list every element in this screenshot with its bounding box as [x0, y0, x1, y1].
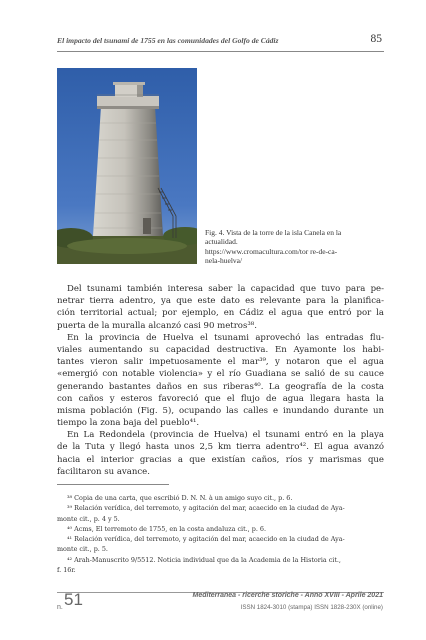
- page-number: 85: [370, 33, 382, 45]
- body-line: puerta de la muralla alcanzó casi 90 metros³⁸.: [57, 320, 257, 331]
- journal-title: Mediterranea - ricerche storiche - Anno XVIII - Aprile 2021: [192, 592, 383, 599]
- caption-line: actualidad.: [205, 237, 238, 247]
- body-line: «emergió con notable violencia» y el río Guadiana se salió de su cauce: [57, 369, 384, 380]
- body-line: facilitaron su avance.: [57, 466, 150, 477]
- issue-number: 51: [64, 590, 83, 609]
- caption-link[interactable]: https://www.cromacultura.com/tor re-de-ca-: [205, 246, 338, 256]
- footnote-rule: [57, 484, 169, 485]
- footnote-41-cont: monte cit., p. 5.: [57, 545, 108, 554]
- body-line: de la Tuta y llegó hasta unos 2,5 km tierra adentro⁴². El agua avanzó: [57, 442, 384, 453]
- running-head: El impacto del tsunami de 1755 en las comunidades del Golfo de Cádiz: [57, 36, 279, 45]
- body-line: En la provincia de Huelva el tsunami aprovechó las entradas flu-: [67, 332, 384, 343]
- body-line: tantes vieron salir impetuosamente el mar³⁹, y notaron que el agua: [57, 357, 384, 368]
- body-line: misma población (Fig. 5), ocupando las calles e inundando durante un: [57, 405, 384, 416]
- footnote-39-cont: monte cit., p. 4 y 5.: [57, 514, 120, 523]
- footnote-39: ³⁹ Relación verídica, del terremoto, y agitación del mar, acaecido en la ciudad de Aya-: [67, 504, 345, 513]
- caption-line: Fig. 4. Vista de la torre de la isla Canela en la: [205, 228, 342, 237]
- footnote-38: ³⁸ Copia de una carta, que escribió D. N. N. à un amigo suyo cit., p. 6.: [67, 494, 293, 502]
- body-line: ción territorial actual; por ejemplo, en Cádiz el agua que entró por la: [57, 308, 384, 319]
- footnote-42: ⁴² Arah-Manuscrito 9/5512. Noticia individual que da la Academia de la Historia cit.,: [67, 555, 341, 564]
- body-line: tiempo la zona baja del pueblo⁴¹.: [57, 418, 200, 429]
- tower-photo: [57, 68, 197, 264]
- body-line: con caños y esteros favoreció que el flujo de agua llegara hasta la: [57, 393, 384, 404]
- footnote-41: ⁴¹ Relación verídica, del terremoto, y agitación del mar, acaecido en la ciudad de Aya-: [67, 535, 345, 544]
- body-line: En La Redondela (provincia de Huelva) el tsunami entró en la playa: [67, 430, 384, 441]
- body-line: hacia el interior gracias a que existían caños, ríos y marismas que: [57, 454, 384, 465]
- caption-link[interactable]: nela-huelva/: [205, 256, 243, 266]
- footnote-40: ⁴⁰ Acms, El terremoto de 1755, en la costa andaluza cit., p. 6.: [67, 524, 266, 533]
- issue-prefix: n.: [57, 604, 63, 611]
- body-line: Del tsunami también interesa saber la capacidad que tuvo para pe-: [67, 284, 384, 294]
- issn-line: ISSN 1824-3010 (stampa) ISSN 1828-230X (online): [240, 604, 383, 611]
- body-line: netrar tierra adentro, ya que este dato es relevante para la planifica-: [57, 296, 384, 307]
- footnotes: [57, 493, 384, 575]
- body-line: viales aumentando su capacidad destructiva. En Ayamonte los habi-: [57, 344, 384, 355]
- footnote-42-cont: f. 16r.: [57, 566, 76, 575]
- header-rule: [57, 51, 384, 52]
- figure-caption: [205, 228, 385, 266]
- body-line: generando bastantes daños en sus riberas⁴⁰. La geografía de la costa: [57, 381, 384, 392]
- body-text: [57, 283, 384, 478]
